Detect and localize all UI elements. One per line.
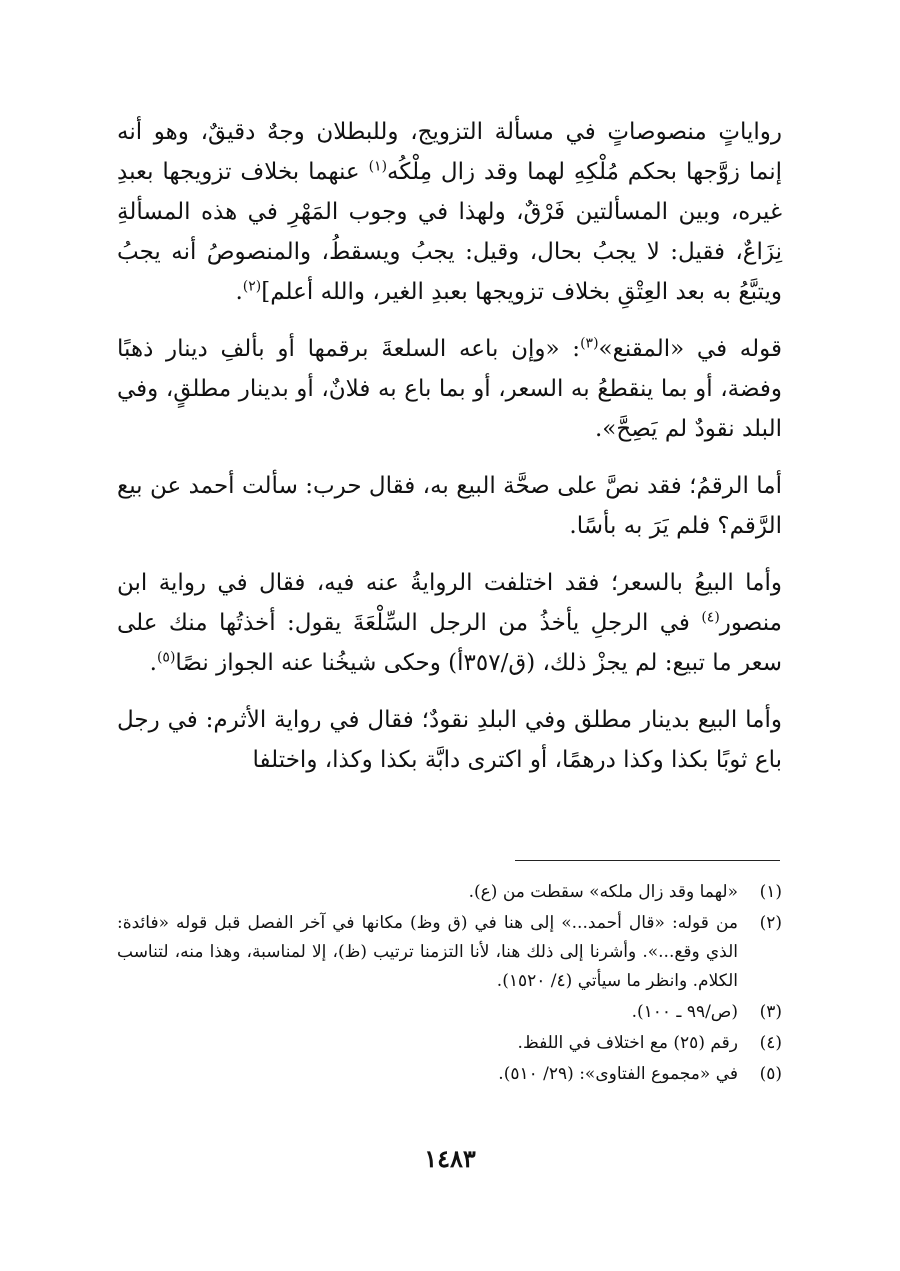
footnote-ref-1[interactable]: (١) (368, 158, 388, 175)
paragraph-text: رواياتٍ منصوصاتٍ في مسألة التزويج، وللبطلان وجهٌ دقيقٌ، وهو أنه إنما زوَّجها بحكم مُلْكِهِ لهما وقد زال مِلْكُه (117, 119, 782, 185)
paragraph-3 (117, 466, 782, 546)
footnote-separator (515, 860, 780, 861)
paragraph-text: قوله في «المقنع» (598, 336, 782, 362)
footnote-3 (117, 998, 782, 1027)
footnote-text: في «مجموع الفتاوى»: (٢٩/ ٥١٠). (498, 1064, 738, 1084)
page-number: ١٤٨٣ (424, 1144, 476, 1173)
footnote-number: (٤) (759, 1033, 782, 1053)
paragraph-text: في الرجلِ يأخذُ من الرجل السِّلْعَةَ يقول: أخذتُها منك على سعر ما تبيع: لم يجزْ ذلك، (ق/٣٥٧أ) وحكى شيخُنا عنه الجواز نصًا (117, 610, 782, 676)
footnote-number: (٣) (759, 1002, 782, 1022)
paragraph-1 (117, 112, 782, 312)
footnote-number: (١) (759, 882, 782, 902)
main-text (117, 112, 782, 797)
footnote-ref-3[interactable]: (٣) (580, 335, 599, 352)
paragraph-text: . (235, 279, 243, 305)
footnote-ref-2[interactable]: (٢) (242, 278, 262, 295)
paragraph-text: : «وإن باعه السلعةَ برقمها أو بألفِ دينار ذهبًا وفضة، أو بما ينقطعُ به السعر، أو بما باع به فلانٌ، أو بدينار مطلقٍ، وفي البلد نقودٌ لم يَصِحَّ». (117, 336, 782, 442)
footnote-text: من قوله: «قال أحمد...» إلى هنا في (ق وظ) مكانها في آخر الفصل قبل قوله «فائدة: الذي وقع...». وأشرنا إلى ذلك هنا، لأنا التزمنا ترتيب (ظ)، إلا لمناسبة، وهذا منه، لتناسب الكلام. وانظر ما سيأتي (٤/ ١٥٢٠). (117, 913, 738, 991)
footnote-ref-5[interactable]: (٥) (156, 649, 176, 666)
paragraph-text: . (149, 650, 157, 676)
footnote-1 (117, 878, 782, 907)
footnote-2 (117, 909, 782, 996)
paragraph-text: أما الرقمُ؛ فقد نصَّ على صحَّة البيع به، فقال حرب: سألت أحمد عن بيع الرَّقم؟ فلم يَرَ به بأسًا. (117, 473, 782, 539)
footnote-ref-4[interactable]: (٤) (701, 609, 720, 626)
paragraph-5 (117, 700, 782, 780)
footnote-text: «لهما وقد زال ملكه» سقطت من (ع). (468, 882, 738, 902)
footnote-4 (117, 1029, 782, 1058)
paragraph-4 (117, 563, 782, 683)
paragraph-text: وأما البيعُ بالسعر؛ فقد اختلفت الروايةُ عنه فيه، فقال في رواية ابن منصور (117, 570, 782, 636)
footnote-text: (ص/٩٩ ـ ١٠٠). (631, 1002, 738, 1022)
footnote-5 (117, 1060, 782, 1089)
paragraph-text: عنهما بخلاف تزويجها بعبدِ غيره، وبين المسألتين فَرْقٌ، ولهذا في وجوب المَهْرِ في هذه المسألةِ نِزَاعٌ، فقيل: لا يجبُ بحال، وقيل: يجبُ ويسقطُ، والمنصوصُ أنه يجبُ ويتبَّعُ به بعد العِتْقِ بخلاف تزويجها بعبدِ الغير، والله أعلم] (117, 159, 783, 305)
footnote-number: (٥) (759, 1064, 782, 1084)
footnote-number: (٢) (759, 913, 782, 933)
footnotes (117, 878, 782, 1091)
paragraph-text: وأما البيع بدينار مطلق وفي البلدِ نقودٌ؛ فقال في رواية الأثرم: في رجل باع ثوبًا بكذا وكذا درهمًا، أو اكترى دابَّة بكذا وكذا، واختلفا (117, 707, 782, 773)
footnote-text: رقم (٢٥) مع اختلاف في اللفظ. (517, 1033, 738, 1053)
paragraph-2 (117, 329, 782, 449)
